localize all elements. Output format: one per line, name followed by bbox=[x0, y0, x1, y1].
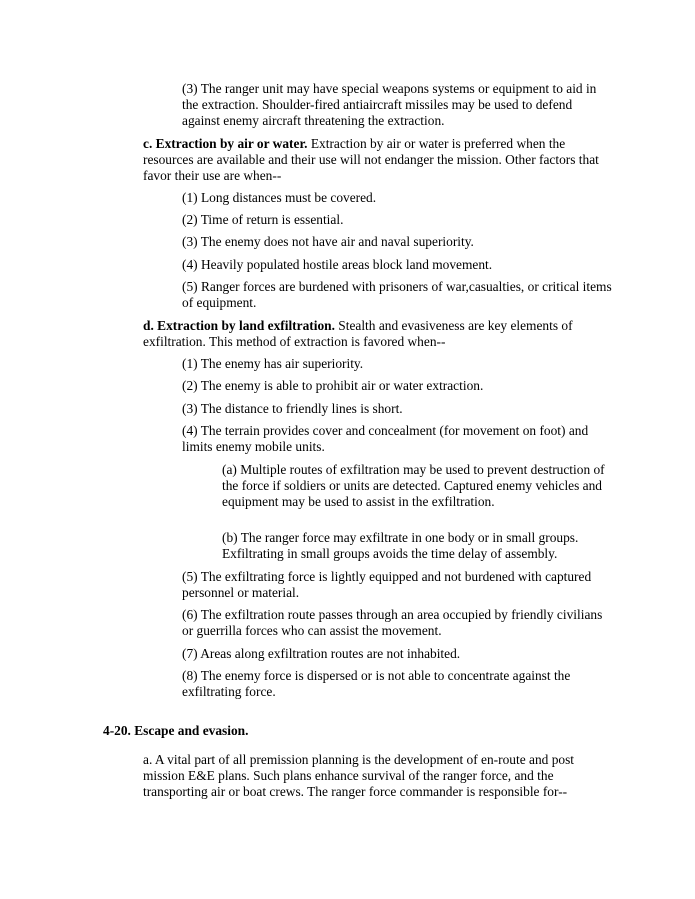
section-heading: 4-20. Escape and evasion. bbox=[103, 723, 249, 738]
list-item: (2) The enemy is able to prohibit air or water extraction. bbox=[182, 378, 484, 393]
list-item: (8) The enemy force is dispersed or is not able to concentrate against the exfiltrating force. bbox=[182, 668, 571, 700]
list-item: (1) Long distances must be covered. bbox=[182, 190, 377, 205]
paragraph-d-text: Stealth and evasiveness are key elements of exfiltration. This method of extraction is favored when-- bbox=[143, 318, 573, 350]
list-item: (3) The distance to friendly lines is short. bbox=[182, 401, 403, 416]
paragraph-section-a: a. A vital part of all premission planning is the development of en-route and post mission E&E plans. Such plans enhance survival of the ranger force, and the transporting air or boat crews. The ranger force commander is responsible for-- bbox=[143, 752, 575, 800]
paragraph-c-air-water bbox=[143, 136, 613, 185]
list-item: (4) The terrain provides cover and concealment (for movement on foot) and limits enemy mobile units. bbox=[182, 423, 589, 455]
list-item: (5) The exfiltrating force is lightly equipped and not burdened with captured personnel or material. bbox=[182, 569, 592, 601]
list-item: (5) Ranger forces are burdened with prisoners of war,casualties, or critical items of equipment. bbox=[182, 279, 612, 311]
sub-list-item: (a) Multiple routes of exfiltration may be used to prevent destruction of the force if soldiers or units are detected. Captured enemy vehicles and equipment may be used to assist in the exfiltration. bbox=[222, 462, 605, 510]
sub-list-item: (b) The ranger force may exfiltrate in one body or in small groups. Exfiltrating in small groups avoids the time delay of assembly. bbox=[222, 530, 579, 562]
list-item: (6) The exfiltration route passes through an area occupied by friendly civilians or guerrilla forces who can assist the movement. bbox=[182, 607, 603, 639]
paragraph-c-text: Extraction by air or water is preferred when the resources are available and their use will not endanger the mission. Other factors that favor their use are when-- bbox=[143, 136, 599, 184]
list-item: (2) Time of return is essential. bbox=[182, 212, 344, 227]
list-item: (7) Areas along exfiltration routes are not inhabited. bbox=[182, 646, 461, 661]
paragraph-c-heading: c. Extraction by air or water. bbox=[143, 136, 308, 151]
paragraph-d-land-exfiltration bbox=[143, 318, 613, 350]
list-item: (1) The enemy has air superiority. bbox=[182, 356, 364, 371]
list-item: (3) The enemy does not have air and naval superiority. bbox=[182, 234, 474, 249]
paragraph-d-heading: d. Extraction by land exfiltration. bbox=[143, 318, 335, 333]
list-item: (4) Heavily populated hostile areas block land movement. bbox=[182, 257, 493, 272]
paragraph-extraction-item-3: (3) The ranger unit may have special weapons systems or equipment to aid in the extraction. Shoulder-fired antiaircraft missiles may be used to defend against enemy aircraft threatening the extraction. bbox=[182, 81, 597, 129]
